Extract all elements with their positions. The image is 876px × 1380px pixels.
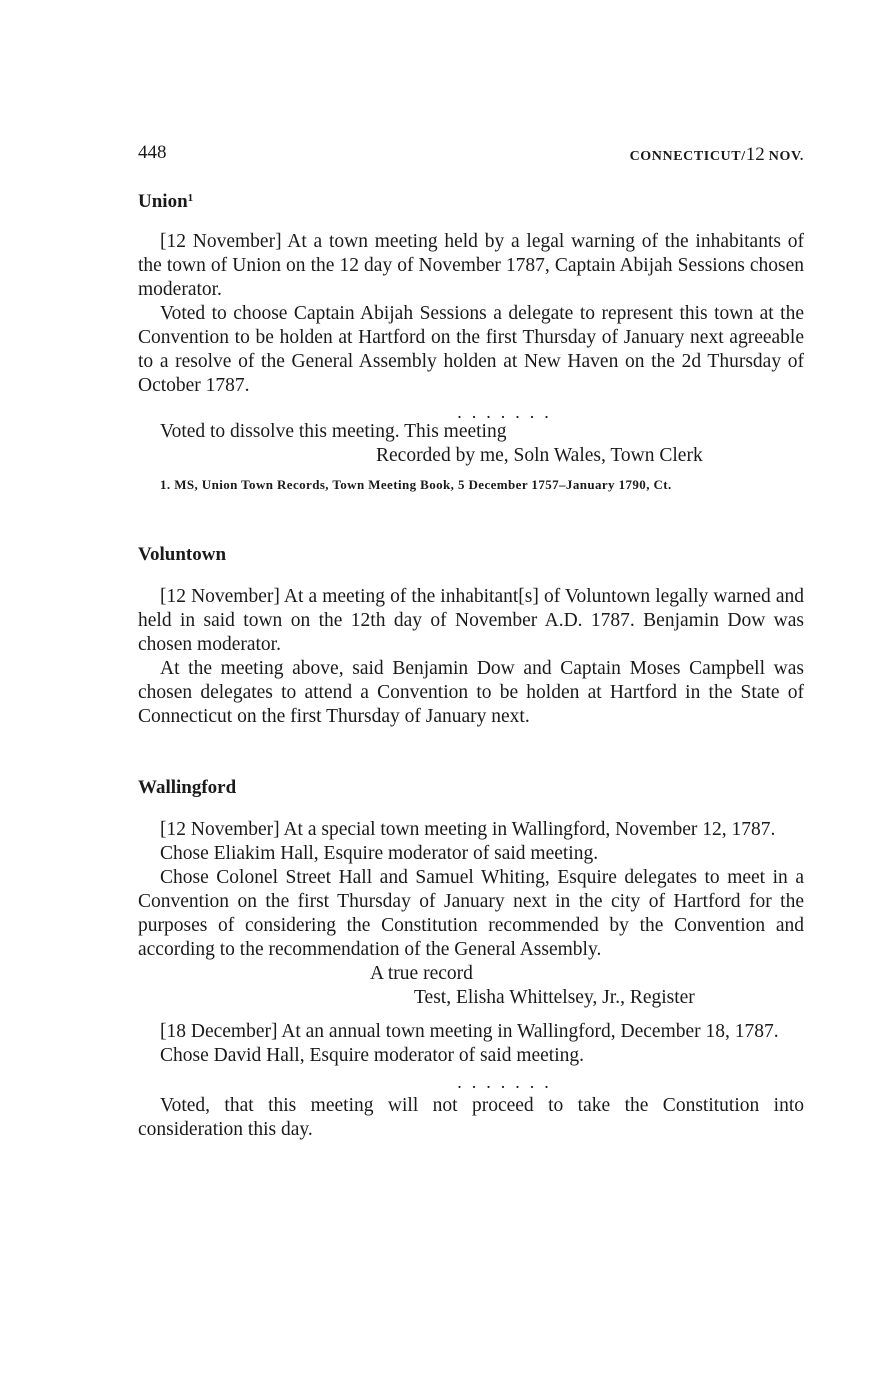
running-head [138,142,804,166]
wallingford-paragraph-4: [18 December] At an annual town meeting in Wallingford, December 18, 1787. [160,1021,779,1042]
union-footnote: 1. MS, Union Town Records, Town Meeting Book, 5 December 1757–January 1790, Ct. [160,477,672,492]
running-title-month: NOV. [764,149,804,164]
running-title [630,144,804,166]
wallingford-ellipsis: ....... [457,1072,559,1092]
union-heading [138,186,804,214]
wallingford-paragraph-5: Chose David Hall, Esquire moderator of said meeting. [160,1045,585,1066]
union-recorded-by: Recorded by me, Soln Wales, Town Clerk [376,445,703,466]
page-number: 448 [138,142,167,163]
running-title-prefix: CONNECTICUT/ [629,149,746,164]
union-heading-text: Union [138,191,188,212]
union-paragraph-1: [12 November] At a town meeting held by a legal warning of the inhabitants of the town of Union on the 12 day of November 1787, Captain Abijah Sessions chosen moderator. [138,231,804,300]
wallingford-true-record: A true record [370,963,473,984]
wallingford-paragraph-2: Chose Eliakim Hall, Esquire moderator of said meeting. [160,843,599,864]
union-paragraph-3: Voted to dissolve this meeting. This meeting [160,421,507,442]
running-title-date: 12 [745,144,765,165]
wallingford-test-register: Test, Elisha Whittelsey, Jr., Register [414,987,695,1008]
wallingford-paragraph-6: Voted, that this meeting will not proceed to take the Constitution into consideration this day. [138,1095,804,1140]
union-ellipsis: ....... [457,402,559,422]
voluntown-heading: Voluntown [138,544,227,565]
voluntown-paragraph-1: [12 November] At a meeting of the inhabitant[s] of Voluntown legally warned and held in said town on the 12th day of November A.D. 1787. Benjamin Dow was chosen moderator. [138,586,804,655]
wallingford-heading: Wallingford [138,777,237,798]
wallingford-paragraph-1: [12 November] At a special town meeting in Wallingford, November 12, 1787. [160,819,776,840]
section-voluntown [138,543,804,729]
union-paragraph-2: Voted to choose Captain Abijah Sessions a delegate to represent this town at the Convention to be holden at Hartford on the first Thursday of January next agreeable to a resolve of the General Assembly holden at New Haven on the 2d Thursday of October 1787. [138,303,804,396]
wallingford-paragraph-3: Chose Colonel Street Hall and Samuel Whiting, Esquire delegates to meet in a Convention on the first Thursday of January next in the city of Hartford for the purposes of considering the Constitution recommended by the Convention and according to the recommendation of the General Assembly. [138,867,804,960]
voluntown-paragraph-2: At the meeting above, said Benjamin Dow and Captain Moses Campbell was chosen delegates to attend a Convention to be holden at Hartford in the State of Connecticut on the first Thursday of January next. [138,658,804,727]
section-union [138,186,804,494]
section-wallingford [138,776,804,1142]
union-note-mark: 1 [187,192,194,204]
